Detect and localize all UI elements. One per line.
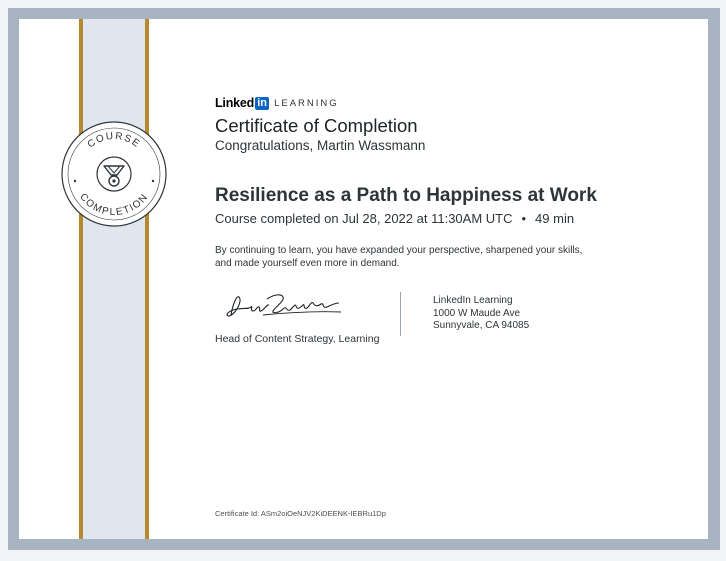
logo-word: Linked [215,96,255,110]
completion-line [215,211,574,226]
badge-top-text: COURSE [85,130,143,151]
signature-image [223,289,343,323]
course-completion-badge-icon [59,119,169,229]
badge-bottom-text: COMPLETION [77,191,151,219]
certificate-title: Certificate of Completion [215,115,418,136]
signer-role: Head of Content Strategy, Learning [215,333,380,345]
address-line-3: Sunnyvale, CA 94085 [433,320,530,331]
signature-divider [400,292,401,336]
certificate-frame [8,8,720,550]
linkedin-learning-logo [215,96,339,110]
congratulations-text: Congratulations, Martin Wassmann [215,138,426,153]
certificate-blurb: By continuing to learn, you have expanded your perspective, sharpened your skills, and made yourself even more in demand. [215,245,583,269]
separator: • [521,211,527,226]
logo-learning: LEARNING [274,97,339,109]
course-title: Resilience as a Path to Happiness at Work [215,185,597,206]
course-duration: 49 min [535,211,575,226]
completion-date: Course completed on Jul 28, 2022 at 11:30AM UTC [215,211,513,226]
company-address [433,295,529,333]
decorative-stripe [79,19,149,539]
address-line-1: LinkedIn Learning [433,295,513,306]
certificate-paper [19,19,708,539]
address-line-2: 1000 W Maude Ave [433,307,521,319]
certificate-id: Certificate Id: ASm2oiOeNJV2KiDEENK-IEBRu1Dp [215,509,386,518]
logo-in-icon: in [255,97,269,110]
